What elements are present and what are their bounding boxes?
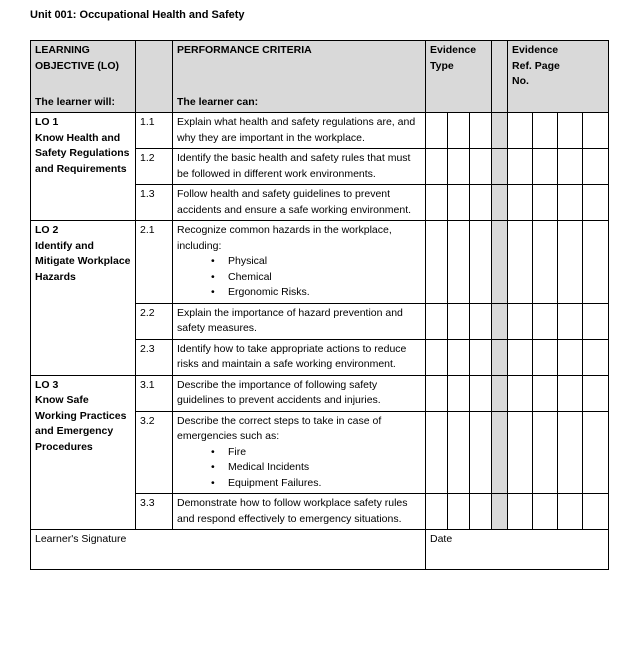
number-column-header: [136, 41, 173, 113]
lo1-cell: [31, 113, 136, 221]
evidence-type-header: Evidence Type: [426, 41, 492, 113]
performance-criteria-header-title: PERFORMANCE CRITERIA: [177, 44, 312, 56]
evidence-type-cell: [426, 185, 448, 221]
evidence-type-cell: [470, 221, 492, 304]
lo-description: Know Safe Working Practices and Emergency Procedures: [35, 394, 127, 453]
evidence-ref-cell: [533, 303, 558, 339]
evidence-ref-cell: [533, 221, 558, 304]
evidence-type-cell: [470, 113, 492, 149]
header-row: [31, 41, 609, 113]
evidence-type-cell: [426, 339, 448, 375]
lo3-cell: [31, 375, 136, 530]
evidence-ref-cell: [583, 411, 609, 494]
evidence-type-cell: [470, 185, 492, 221]
evidence-type-cell: [426, 221, 448, 304]
divider-cell: [492, 411, 508, 494]
evidence-type-cell: [448, 221, 470, 304]
evidence-ref-cell: [508, 375, 533, 411]
evidence-ref-cell: [533, 149, 558, 185]
learning-objective-header-sub: The learner will:: [35, 95, 115, 108]
evidence-ref-cell: [558, 303, 583, 339]
divider-cell: [492, 494, 508, 530]
criterion-number: 3.1: [136, 375, 173, 411]
evidence-type-cell: [426, 411, 448, 494]
criterion-text: [173, 411, 426, 494]
evidence-ref-cell: [558, 339, 583, 375]
lo-description: Identify and Mitigate Workplace Hazards: [35, 239, 131, 283]
performance-criteria-header: [173, 41, 426, 113]
criterion-text: Follow health and safety guidelines to prevent accidents and ensure a safe working environment.: [173, 185, 426, 221]
performance-criteria-header-sub: The learner can:: [177, 95, 259, 108]
bullet-item: • Chemical: [211, 270, 421, 286]
evidence-ref-cell: [583, 221, 609, 304]
criterion-text: Explain what health and safety regulations are, and why they are important in the workplace.: [173, 113, 426, 149]
criterion-text: Demonstrate how to follow workplace safety rules and respond effectively to emergency situations.: [173, 494, 426, 530]
bullet-item: • Fire: [211, 445, 421, 461]
evidence-type-cell: [448, 185, 470, 221]
criterion-number: 1.1: [136, 113, 173, 149]
table-row: [31, 113, 609, 149]
evidence-type-cell: [470, 411, 492, 494]
evidence-ref-cell: [508, 303, 533, 339]
criterion-number: 3.2: [136, 411, 173, 494]
criterion-text: [173, 221, 426, 304]
criterion-text: Identify how to take appropriate actions to reduce risks and maintain a safe working environment.: [173, 339, 426, 375]
lo-number: LO 1: [35, 116, 59, 128]
evidence-type-cell: [448, 149, 470, 185]
evidence-type-cell: [470, 494, 492, 530]
evidence-ref-cell: [583, 339, 609, 375]
document-table: [30, 40, 609, 570]
evidence-ref-cell: [583, 149, 609, 185]
criterion-text: Explain the importance of hazard prevention and safety measures.: [173, 303, 426, 339]
criterion-text-intro: Recognize common hazards in the workplace, including:: [177, 224, 392, 252]
learning-objective-header-title: LEARNING OBJECTIVE (LO): [35, 44, 120, 72]
bullet-item: • Physical: [211, 254, 421, 270]
evidence-ref-cell: [508, 113, 533, 149]
divider-cell: [492, 339, 508, 375]
table-row: [31, 221, 609, 304]
evidence-ref-cell: [508, 494, 533, 530]
evidence-type-cell: [448, 375, 470, 411]
lo-number: LO 2: [35, 224, 59, 236]
evidence-ref-cell: [533, 411, 558, 494]
bullet-item: • Ergonomic Risks.: [211, 285, 421, 301]
evidence-ref-cell: [583, 185, 609, 221]
evidence-type-cell: [470, 375, 492, 411]
lo-number: LO 3: [35, 378, 59, 391]
evidence-ref-cell: [583, 113, 609, 149]
lo-description: Know Health and Safety Regulations and Requirements: [35, 131, 130, 175]
evidence-ref-cell: [508, 185, 533, 221]
evidence-ref-cell: [508, 339, 533, 375]
evidence-ref-cell: [558, 494, 583, 530]
page-title: Unit 001: Occupational Health and Safety: [30, 9, 245, 21]
evidence-type-cell: [448, 113, 470, 149]
criterion-number: 3.3: [136, 494, 173, 530]
evidence-type-cell: [470, 339, 492, 375]
evidence-ref-cell: [558, 185, 583, 221]
lo2-cell: [31, 221, 136, 376]
criterion-text-intro: Describe the correct steps to take in case of emergencies such as:: [177, 414, 382, 442]
criterion-text: Describe the importance of following safety guidelines to prevent accidents and injuries.: [173, 375, 426, 411]
evidence-ref-cell: [558, 149, 583, 185]
evidence-ref-cell: [508, 411, 533, 494]
evidence-type-cell: [426, 149, 448, 185]
evidence-type-cell: [470, 303, 492, 339]
evidence-type-cell: [448, 303, 470, 339]
evidence-ref-cell: [558, 221, 583, 304]
evidence-ref-cell: [558, 113, 583, 149]
table-row: [31, 375, 609, 411]
evidence-ref-cell: [508, 221, 533, 304]
evidence-ref-cell: [508, 149, 533, 185]
evidence-type-cell: [426, 113, 448, 149]
evidence-ref-cell: [533, 113, 558, 149]
evidence-ref-cell: [533, 185, 558, 221]
criterion-number: 1.3: [136, 185, 173, 221]
evidence-ref-cell: [558, 375, 583, 411]
criterion-number: 1.2: [136, 149, 173, 185]
evidence-ref-cell: [583, 375, 609, 411]
divider-cell: [492, 185, 508, 221]
criterion-text: Identify the basic health and safety rules that must be followed in different work environments.: [173, 149, 426, 185]
divider-cell: [492, 375, 508, 411]
bullet-item: • Medical Incidents: [211, 460, 421, 476]
evidence-ref-cell: [558, 411, 583, 494]
learning-objective-header: [31, 41, 136, 113]
divider-cell: [492, 149, 508, 185]
criterion-number: 2.1: [136, 221, 173, 304]
evidence-ref-cell: [583, 494, 609, 530]
divider-cell: [492, 221, 508, 304]
criterion-number: 2.3: [136, 339, 173, 375]
bullet-item: • Equipment Failures.: [211, 476, 421, 492]
divider-column-header: [492, 41, 508, 113]
evidence-type-cell: [448, 494, 470, 530]
divider-cell: [492, 303, 508, 339]
evidence-ref-cell: [533, 339, 558, 375]
evidence-ref-cell: [533, 494, 558, 530]
evidence-type-cell: [426, 375, 448, 411]
signature-row: [31, 530, 609, 570]
evidence-type-cell: [426, 494, 448, 530]
evidence-ref-header: Evidence Ref. Page No.: [508, 41, 609, 113]
evidence-ref-cell: [533, 375, 558, 411]
learner-signature-cell: Learner's Signature: [31, 530, 426, 570]
evidence-type-cell: [470, 149, 492, 185]
divider-cell: [492, 113, 508, 149]
evidence-type-cell: [426, 303, 448, 339]
evidence-ref-cell: [583, 303, 609, 339]
evidence-type-cell: [448, 339, 470, 375]
criterion-number: 2.2: [136, 303, 173, 339]
date-cell: Date: [426, 530, 609, 570]
evidence-type-cell: [448, 411, 470, 494]
